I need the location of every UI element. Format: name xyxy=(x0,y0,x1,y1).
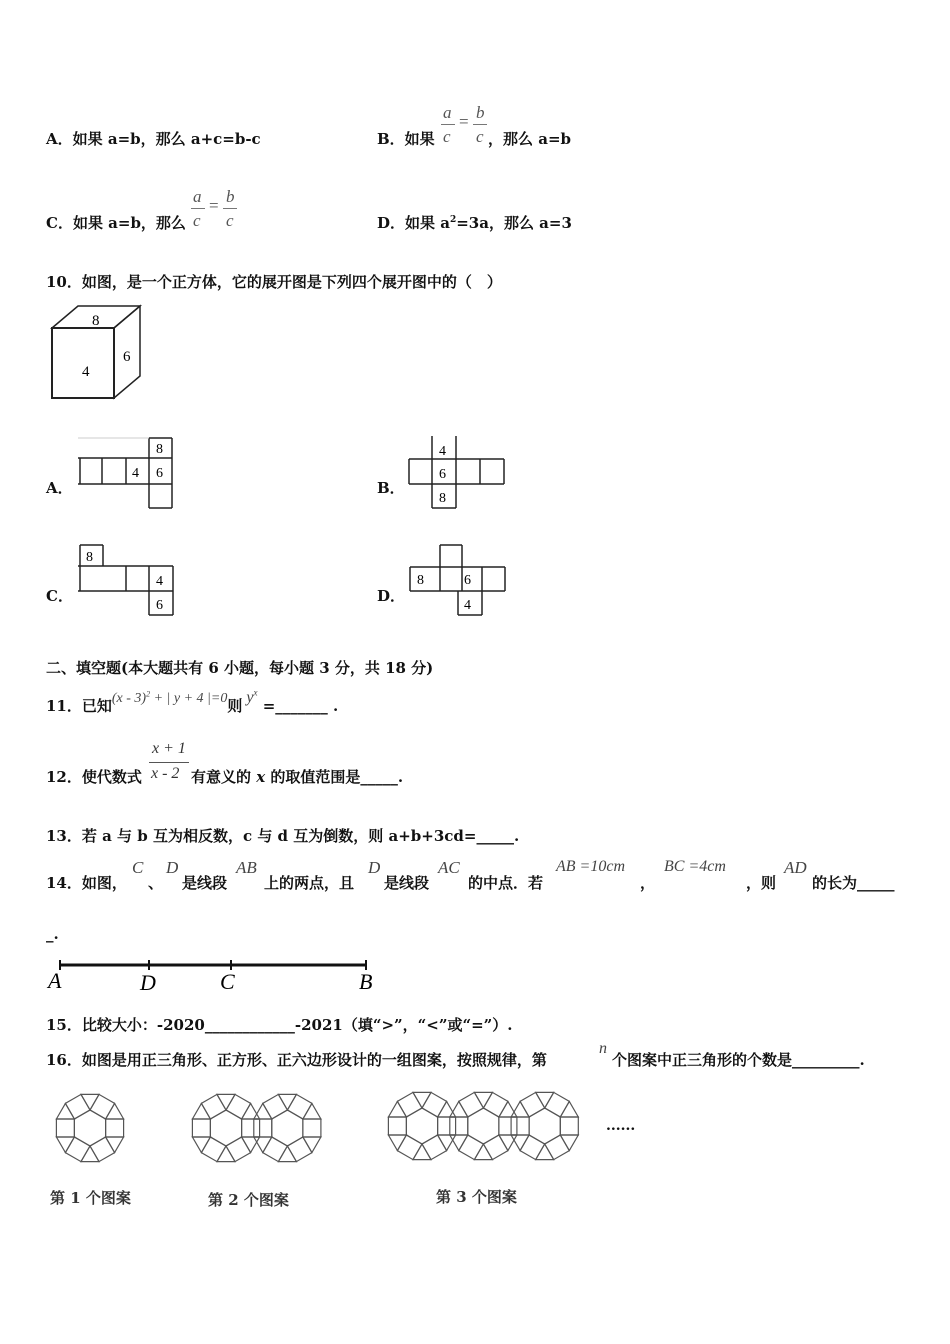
pattern-3-right-triangle xyxy=(511,1135,529,1151)
q9-option-b-prefix: B．如果 xyxy=(377,130,435,148)
pattern-2-right-triangle xyxy=(254,1103,272,1119)
pattern-3-left-square xyxy=(422,1135,447,1160)
pattern-2-right-hexagon xyxy=(272,1110,303,1146)
net-c-face-2: 4 xyxy=(156,574,163,589)
pattern-1-square xyxy=(90,1094,115,1119)
q11-prefix: 11．已知 xyxy=(46,697,112,715)
pattern-1-label: 第 1 个图案 xyxy=(50,1189,131,1207)
q9-c-fraction-bar-right xyxy=(223,208,237,209)
cube-figure xyxy=(44,300,154,405)
pattern-1-square xyxy=(106,1119,124,1137)
q12-denominator: x - 2 xyxy=(151,765,180,782)
q10-label-a[interactable]: A． xyxy=(46,479,73,497)
q9-option-c-prefix: C．如果 a=b，那么 xyxy=(46,214,186,232)
pattern-3-right-square xyxy=(511,1117,529,1135)
pattern-2-right-square xyxy=(263,1137,288,1162)
pattern-1-hexagon xyxy=(74,1110,105,1146)
pattern-3-left-square xyxy=(388,1117,406,1135)
net-a[interactable] xyxy=(76,436,176,510)
q10-label-c[interactable]: C． xyxy=(46,587,73,605)
pattern-2-right-square xyxy=(263,1094,288,1119)
pattern-2-right-triangle xyxy=(278,1146,296,1162)
q11-stem xyxy=(46,687,339,716)
cube-front-face-label: 4 xyxy=(82,364,90,380)
q12-answer-blank[interactable]: 的取值范围是_____. xyxy=(265,768,404,786)
net-c-face-3: 6 xyxy=(156,598,163,613)
q12-fraction-bar xyxy=(149,762,189,763)
pattern-3-right-triangle xyxy=(536,1092,554,1108)
pattern-3-middle-square xyxy=(483,1092,508,1117)
pattern-3-right-triangle xyxy=(560,1101,578,1117)
q13-stem: 13．若 a 与 b 互为相反数，c 与 d 互为倒数，则 a+b+3cd=_____. xyxy=(46,827,520,845)
pattern-3-middle-triangle xyxy=(450,1101,468,1117)
net-c-face-1: 8 xyxy=(86,550,93,565)
pattern-3-middle-square xyxy=(450,1117,468,1135)
q12-numerator: x + 1 xyxy=(152,740,186,757)
q10-label-b[interactable]: B． xyxy=(377,479,405,497)
pattern-3-right-square xyxy=(545,1135,570,1160)
segment-point-d: D xyxy=(140,970,156,995)
pattern-3-right-square xyxy=(520,1135,545,1160)
pattern-3-label: 第 3 个图案 xyxy=(436,1188,517,1206)
pattern-3-right-triangle xyxy=(560,1135,578,1151)
pattern-1-square xyxy=(65,1094,90,1119)
cube-side-face-label: 6 xyxy=(123,349,131,365)
q14-bc-length: BC =4cm xyxy=(664,858,726,875)
segment-figure xyxy=(44,950,384,996)
q11-expr-part2: + | y + 4 |=0 xyxy=(150,691,228,706)
segment-point-c: C xyxy=(220,969,235,994)
q9-b-fraction-right-num: b xyxy=(476,103,485,122)
q9-b-equals: = xyxy=(459,112,469,131)
q11-base: y xyxy=(246,689,254,706)
segment-point-a: A xyxy=(48,968,62,993)
q14-comma: ， xyxy=(640,874,656,892)
net-d-face-2: 6 xyxy=(464,573,471,588)
q11-expression xyxy=(112,691,227,706)
pattern-3-middle-triangle xyxy=(499,1135,517,1151)
q14-text-4: 的中点．若 xyxy=(468,874,544,892)
q14-point-c: C xyxy=(132,858,144,877)
pattern-3-right-square xyxy=(520,1092,545,1117)
pattern-2-left-square xyxy=(201,1094,226,1119)
pattern-2-left-triangle xyxy=(192,1103,210,1119)
q12-variable: x xyxy=(256,768,266,786)
pattern-2-left-square xyxy=(242,1119,260,1137)
net-d-face-1: 8 xyxy=(417,573,424,588)
pattern-1-triangle xyxy=(106,1103,124,1119)
pattern-3-left-triangle xyxy=(438,1135,456,1151)
pattern-3-middle-triangle xyxy=(474,1092,492,1108)
net-c[interactable] xyxy=(76,543,176,617)
net-b-face-2: 6 xyxy=(439,467,446,482)
pattern-3-right-square xyxy=(560,1117,578,1135)
q9-c-fraction-right-den: c xyxy=(226,211,234,230)
pattern-3-left-square xyxy=(397,1092,422,1117)
pattern-3-middle-triangle xyxy=(474,1144,492,1160)
q9-option-a: A．如果 a=b，那么 a+c=b-c xyxy=(46,130,261,148)
q9-c-fraction-left-num: a xyxy=(193,187,202,206)
pattern-2-left-triangle xyxy=(242,1103,260,1119)
pattern-3-left-triangle xyxy=(413,1144,431,1160)
pattern-2-left-triangle xyxy=(192,1137,210,1153)
q14-point-d: D xyxy=(166,858,179,877)
pattern-3-left-triangle xyxy=(388,1101,406,1117)
q9-b-fraction-left-num: a xyxy=(443,103,452,122)
pattern-3-middle-triangle xyxy=(450,1135,468,1151)
q9-c-equals: = xyxy=(209,196,219,215)
q14-point-d2: D xyxy=(368,858,381,877)
pattern-2-left-triangle xyxy=(217,1146,235,1162)
q14-text-5: ，则 xyxy=(746,874,777,892)
q9-d-suffix: =3a，那么 a=3 xyxy=(456,214,572,232)
pattern-2-left-square xyxy=(192,1119,210,1137)
pattern-3-left-hexagon xyxy=(406,1108,437,1144)
q14-segment-ad: AD xyxy=(784,858,807,877)
q10-label-d[interactable]: D． xyxy=(377,587,406,605)
section-2-heading: 二、填空题(本大题共有 6 小题，每小题 3 分，共 18 分) xyxy=(46,659,434,677)
q16-answer-blank[interactable]: 个图案中正三角形的个数是_________. xyxy=(612,1051,865,1069)
q15-stem: 15．比较大小：-2020____________-2021（填“>”，“<”或“=”）. xyxy=(46,1016,513,1034)
pattern-3-middle-square xyxy=(483,1135,508,1160)
pattern-2-left-triangle xyxy=(242,1137,260,1153)
pattern-3-left-triangle xyxy=(413,1092,431,1108)
net-d[interactable] xyxy=(406,543,508,617)
q16-prefix: 16．如图是用正三角形、正方形、正六边形设计的一组图案，按照规律，第 xyxy=(46,1051,547,1069)
q9-c-fraction-right-num: b xyxy=(226,187,235,206)
pattern-3-middle-triangle xyxy=(499,1101,517,1117)
q9-b-fraction-right-den: c xyxy=(476,127,484,146)
pattern-2-right-square xyxy=(303,1119,321,1137)
q16-variable-n: n xyxy=(599,1040,607,1057)
pattern-3-left-triangle xyxy=(438,1101,456,1117)
q9-b-fraction-bar-right xyxy=(473,124,487,125)
pattern-3-right-triangle xyxy=(536,1144,554,1160)
q14-ab-length: AB =10cm xyxy=(556,858,625,875)
pattern-1-triangle xyxy=(56,1103,74,1119)
pattern-3-left-square xyxy=(438,1117,456,1135)
pattern-2-left-hexagon xyxy=(210,1110,241,1146)
segment-point-b: B xyxy=(359,969,373,994)
q11-answer-blank[interactable]: =_______ . xyxy=(257,697,339,715)
pattern-1-triangle xyxy=(106,1137,124,1153)
pattern-2-left-triangle xyxy=(217,1094,235,1110)
q11-mid: 则 xyxy=(227,697,243,715)
net-b-face-3: 8 xyxy=(439,491,446,506)
q11-power xyxy=(246,689,257,706)
pattern-1-square xyxy=(90,1137,115,1162)
q11-expr-part1: (x - 3) xyxy=(111,691,147,706)
net-b[interactable] xyxy=(406,436,508,510)
pattern-2-left-square xyxy=(226,1137,251,1162)
q9-option-d xyxy=(377,212,572,233)
q14-segment-ab: AB xyxy=(236,858,257,877)
pattern-1-square xyxy=(56,1119,74,1137)
pattern-3-left-square xyxy=(397,1135,422,1160)
pattern-2-right-triangle xyxy=(303,1137,321,1153)
pattern-3-middle-hexagon xyxy=(468,1108,499,1144)
pattern-2-label: 第 2 个图案 xyxy=(208,1191,289,1209)
pattern-2-left-square xyxy=(201,1137,226,1162)
q11-exponent: x xyxy=(253,687,258,698)
pattern-3-left-triangle xyxy=(388,1135,406,1151)
pattern-1-triangle xyxy=(81,1146,99,1162)
q14-prefix: 14．如图， xyxy=(46,874,127,892)
pattern-2-right-triangle xyxy=(303,1103,321,1119)
q12-suffix xyxy=(191,766,403,787)
pattern-2-right-square xyxy=(287,1094,312,1119)
pattern-1-square xyxy=(65,1137,90,1162)
pattern-1-triangle xyxy=(56,1137,74,1153)
pattern-3-middle-square xyxy=(459,1135,484,1160)
q12-suffix-text: 有意义的 xyxy=(191,768,257,786)
q9-d-exponent: 2 xyxy=(449,215,457,225)
pattern-2-left-square xyxy=(226,1094,251,1119)
pattern-3-middle-square xyxy=(459,1092,484,1117)
q14-segment-ac: AC xyxy=(438,858,460,877)
pattern-3-right-square xyxy=(545,1092,570,1117)
net-a-face-2: 4 xyxy=(132,466,139,481)
q9-b-fraction-left-den: c xyxy=(443,127,451,146)
pattern-2-right-triangle xyxy=(254,1137,272,1153)
q10-stem: 10．如图，是一个正方体，它的展开图是下列四个展开图中的（ ） xyxy=(46,273,502,291)
pattern-3-middle-square xyxy=(499,1117,517,1135)
net-a-face-1: 8 xyxy=(156,442,163,457)
pattern-3-right-triangle xyxy=(511,1101,529,1117)
net-d-face-3: 4 xyxy=(464,598,471,613)
pattern-figures xyxy=(44,1078,644,1180)
net-a-face-3: 6 xyxy=(156,466,163,481)
pattern-3-right-hexagon xyxy=(529,1108,560,1144)
q14-answer-blank[interactable]: 的长为_____ xyxy=(812,874,895,892)
pattern-1-triangle xyxy=(81,1094,99,1110)
q14-continuation: _. xyxy=(46,925,59,943)
q14-text-2: 上的两点，且 xyxy=(264,874,355,892)
q9-option-b-suffix: ，那么 a=b xyxy=(488,130,571,148)
q14-text-1: 是线段 xyxy=(182,874,228,892)
pattern-continuation-dots: ...... xyxy=(606,1118,636,1134)
net-b-face-1: 4 xyxy=(439,444,446,459)
q11-expr-exp: 2 xyxy=(146,689,151,699)
q9-d-prefix: D．如果 a xyxy=(377,214,450,232)
pattern-3-left-square xyxy=(422,1092,447,1117)
q14-text-3: 是线段 xyxy=(384,874,430,892)
q9-b-fraction-bar-left xyxy=(441,124,455,125)
q12-prefix: 12．使代数式 xyxy=(46,768,142,786)
pattern-2-right-triangle xyxy=(278,1094,296,1110)
q9-c-fraction-left-den: c xyxy=(193,211,201,230)
pattern-2-right-square xyxy=(287,1137,312,1162)
q9-c-fraction-bar-left xyxy=(191,208,205,209)
q14-separator: 、 xyxy=(148,874,164,892)
pattern-2-right-square xyxy=(254,1119,272,1137)
cube-top-face-label: 8 xyxy=(92,313,100,329)
